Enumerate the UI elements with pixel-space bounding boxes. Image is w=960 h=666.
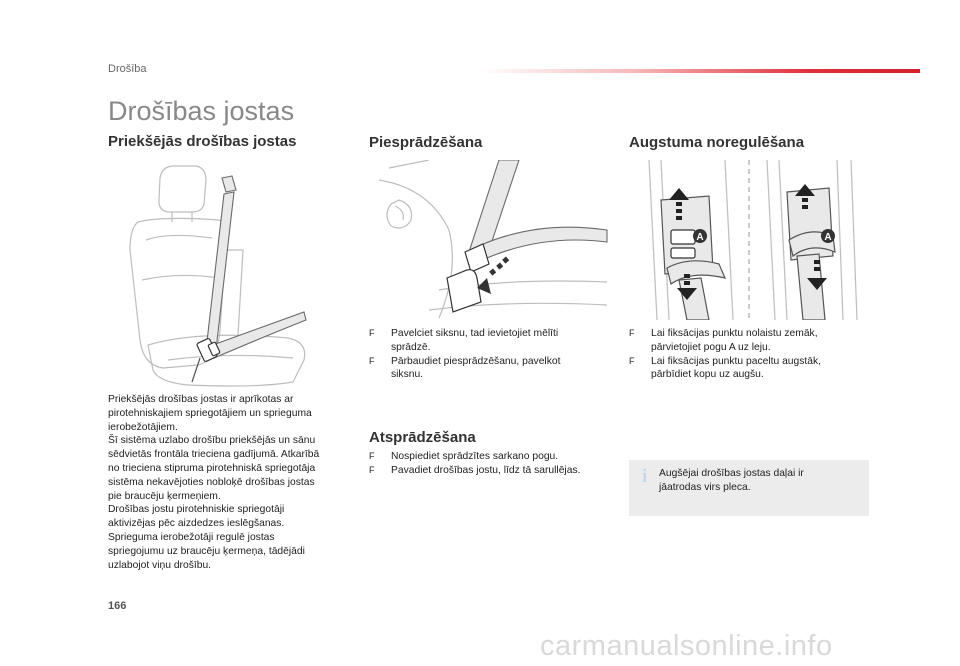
height-adjust-heading: Augstuma noregulēšana <box>629 134 805 151</box>
text-line: no trieciena stipruma pirotehniskā spriegotāja <box>108 462 316 474</box>
bullet-marker: F <box>629 355 635 366</box>
text-line: uzlabojot viņu drošību. <box>108 559 212 571</box>
text-line: Sprieguma ierobežotāji regulē jostas <box>108 531 275 543</box>
text-line: siksnu. <box>391 369 424 381</box>
callout-a-left: A <box>696 232 704 243</box>
height-adjust-steps <box>629 327 859 382</box>
text-line: Lai fiksācijas punktu paceltu augstāk, <box>651 355 821 367</box>
section-label: Drošība <box>108 63 147 75</box>
info-icon: i <box>642 466 648 487</box>
list-item <box>369 327 599 355</box>
text-line: spriegojumu uz braucēju ķermeņa, tādējādi <box>108 545 305 557</box>
text-line: aktivizējas pēc aizdedzes ieslēgšanas. <box>108 518 285 530</box>
buckle-illustration <box>369 160 609 320</box>
unfastening-steps <box>369 450 609 478</box>
text-line: Pavadiet drošības jostu, līdz tā sarullējas. <box>391 464 581 476</box>
text-line: Lai fiksācijas punktu nolaistu zemāk, <box>651 328 818 339</box>
text-line: Nospiediet sprādzītes sarkano pogu. <box>391 451 559 462</box>
info-note-text <box>659 467 859 495</box>
bullet-marker: F <box>369 328 375 338</box>
page-number: 166 <box>108 600 127 612</box>
list-item <box>369 355 599 383</box>
text-line: pārbīdiet kopu uz augšu. <box>651 369 764 381</box>
text-line: Priekšējās drošības jostas ir aprīkotas ar <box>108 394 294 405</box>
fastening-steps <box>369 327 599 382</box>
front-belts-heading: Priekšējās drošības jostas <box>108 133 297 150</box>
text-line: Pavelciet siksnu, tad ievietojiet mēlīti <box>391 328 559 339</box>
text-line: sprādzē. <box>391 341 431 353</box>
text-line: pārvietojiet pogu A uz leju. <box>651 341 771 353</box>
info-note <box>629 460 869 516</box>
text-line: ierobežotājiem. <box>108 421 178 433</box>
list-item <box>369 464 609 478</box>
seat-belt-illustration <box>108 160 358 390</box>
text-line: Pārbaudiet piesprādzēšanu, pavelkot <box>391 355 561 367</box>
text-line: pie braucēju ķermeņiem. <box>108 490 221 502</box>
text-line: Šī sistēma uzlabo drošību priekšējās un sānu <box>108 435 316 447</box>
bullet-marker: F <box>369 355 375 366</box>
bullet-marker: F <box>629 328 635 338</box>
text-line: pirotehniskajiem spriegotājiem un sprieguma <box>108 407 312 419</box>
list-item <box>629 327 859 355</box>
bullet-marker: F <box>369 451 375 461</box>
page-title: Drošības jostas <box>108 96 295 126</box>
text-line: jāatrodas virs pleca. <box>659 481 751 493</box>
bullet-marker: F <box>369 464 375 475</box>
list-item <box>629 355 859 383</box>
list-item <box>369 450 609 464</box>
text-line: Drošības jostu pirotehniskie spriegotāji <box>108 504 285 516</box>
fastening-heading: Piesprādzēšana <box>369 134 483 151</box>
text-line: sēdvietās frontāla trieciena gadījumā. Atkarībā <box>108 449 320 461</box>
callout-a-right: A <box>824 232 832 243</box>
front-belts-text <box>108 393 353 572</box>
height-adjust-illustration <box>629 160 869 320</box>
unfastening-heading: Atsprādzēšana <box>369 429 476 446</box>
watermark: carmanualsonline.info <box>540 630 833 662</box>
header-accent-line <box>480 69 920 73</box>
text-line: sistēma nekavējoties nobloķē drošības jostas <box>108 476 315 488</box>
text-line: Augšējai drošības jostas daļai ir <box>659 468 804 479</box>
